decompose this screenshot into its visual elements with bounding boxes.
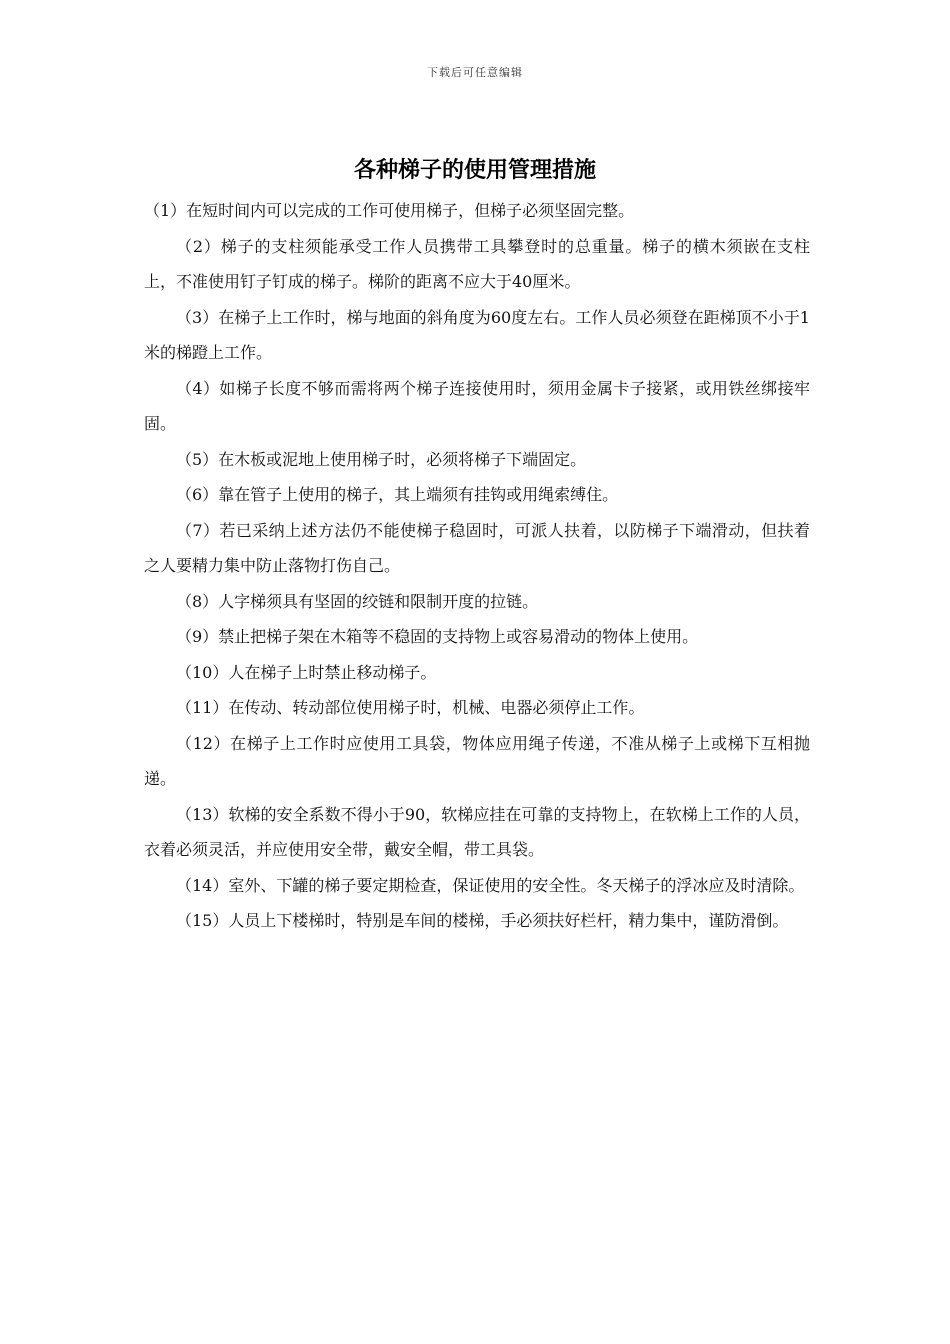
- paragraph-9: （9）禁止把梯子架在木箱等不稳固的支持物上或容易滑动的物体上使用。: [176, 627, 699, 646]
- paragraph-4: （4）如梯子长度不够而需将两个梯子连接使用时，须用金属卡子接紧，或用铁丝绑接牢固。: [144, 378, 810, 433]
- paragraph-1: （1）在短时间内可以完成的工作可使用梯子，但梯子必须坚固完整。: [144, 201, 635, 220]
- paragraph-11: （11）在传动、转动部位使用梯子时，机械、电器必须停止工作。: [176, 698, 645, 717]
- paragraph-2: （2）梯子的支柱须能承受工作人员携带工具攀登时的总重量。梯子的横木须嵌在支柱上，不准使用钉子钉成的梯子。梯阶的距离不应大于40厘米。: [144, 236, 810, 291]
- paragraph-13: （13）软梯的安全系数不得小于90，软梯应挂在可靠的支持物上，在软梯上工作的人员，衣着必须灵活，并应使用安全带，戴安全帽，带工具袋。: [144, 804, 810, 859]
- paragraph-15: （15）人员上下楼梯时，特别是车间的楼梯，手必须扶好栏杆，精力集中，谨防滑倒。: [176, 911, 789, 930]
- document-title: 各种梯子的使用管理措施: [353, 158, 596, 183]
- paragraph-3: （3）在梯子上工作时，梯与地面的斜角度为60度左右。工作人员必须登在距梯顶不小于1米的梯蹬上工作。: [144, 307, 810, 362]
- paragraph-7: （7）若已采纳上述方法仍不能使梯子稳固时，可派人扶着，以防梯子下端滑动，但扶着之人要精力集中防止落物打伤自己。: [144, 520, 810, 575]
- paragraph-12: （12）在梯子上工作时应使用工具袋，物体应用绳子传递，不准从梯子上或梯下互相抛递。: [144, 733, 810, 788]
- paragraph-5: （5）在木板或泥地上使用梯子时，必须将梯子下端固定。: [176, 449, 587, 469]
- page-header-note: 下载后可任意编辑: [427, 66, 523, 79]
- paragraph-14: （14）室外、下罐的梯子要定期检查，保证使用的安全性。冬天梯子的浮冰应及时清除。: [176, 875, 805, 895]
- paragraph-10: （10）人在梯子上时禁止移动梯子。: [176, 662, 437, 682]
- paragraph-6: （6）靠在管子上使用的梯子，其上端须有挂钩或用绳索缚住。: [176, 485, 619, 504]
- document-body: [144, 193, 810, 939]
- paragraph-8: （8）人字梯须具有坚固的绞链和限制开度的拉链。: [176, 591, 539, 611]
